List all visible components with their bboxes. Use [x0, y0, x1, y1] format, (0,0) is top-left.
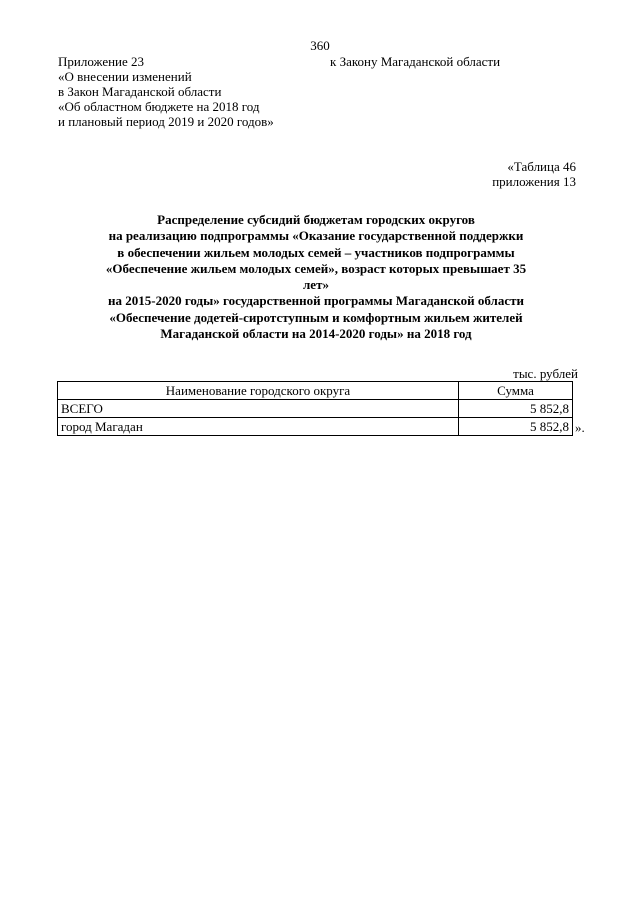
- table-row-total: [58, 400, 573, 418]
- table-row: [58, 418, 573, 436]
- column-header-amount: Сумма: [459, 382, 573, 400]
- table-header-row: [58, 382, 573, 400]
- appendix-line: «Об областном бюджете на 2018 год: [58, 99, 260, 114]
- row-name: город Магадан: [58, 418, 459, 436]
- column-header-district: Наименование городского округа: [58, 382, 459, 400]
- document-title: [56, 212, 576, 342]
- page-number: 360: [310, 38, 330, 53]
- title-line: на реализацию подпрограммы «Оказание государственной поддержки: [108, 228, 524, 244]
- appendix-line: в Закон Магаданской области: [58, 84, 222, 99]
- appendix-line: и плановый период 2019 и 2020 годов»: [58, 114, 274, 129]
- title-line: лет»: [303, 277, 329, 293]
- subsidy-table: [57, 381, 573, 436]
- table-reference-line: приложения 13: [492, 174, 576, 189]
- row-name: ВСЕГО: [58, 400, 459, 418]
- title-line: Распределение субсидий бюджетам городских округов: [157, 212, 475, 227]
- row-amount: 5 852,8: [459, 400, 573, 418]
- title-line: в обеспечении жильем молодых семей – участников подпрограммы: [117, 244, 515, 260]
- appendix-header: [58, 54, 274, 129]
- law-reference: к Закону Магаданской области: [330, 54, 501, 69]
- table-reference: [492, 159, 576, 189]
- appendix-line: Приложение 23: [58, 54, 145, 69]
- table-reference-line: «Таблица 46: [507, 159, 576, 174]
- appendix-line: «О внесении изменений: [58, 69, 192, 84]
- title-line: «Обеспечение жильем молодых семей», возраст которых превышает 35: [105, 260, 527, 276]
- units-label: тыс. рублей: [513, 366, 578, 381]
- title-line: Магаданской области на 2014-2020 годы» на 2018 год: [160, 326, 472, 342]
- title-line: на 2015-2020 годы» государственной программы Магаданской области: [108, 293, 524, 309]
- row-amount: 5 852,8: [459, 418, 573, 436]
- closing-quote: ».: [575, 420, 585, 435]
- title-line: «Обеспечение додетей-сиротступным и комфортным жильем жителей: [109, 309, 523, 325]
